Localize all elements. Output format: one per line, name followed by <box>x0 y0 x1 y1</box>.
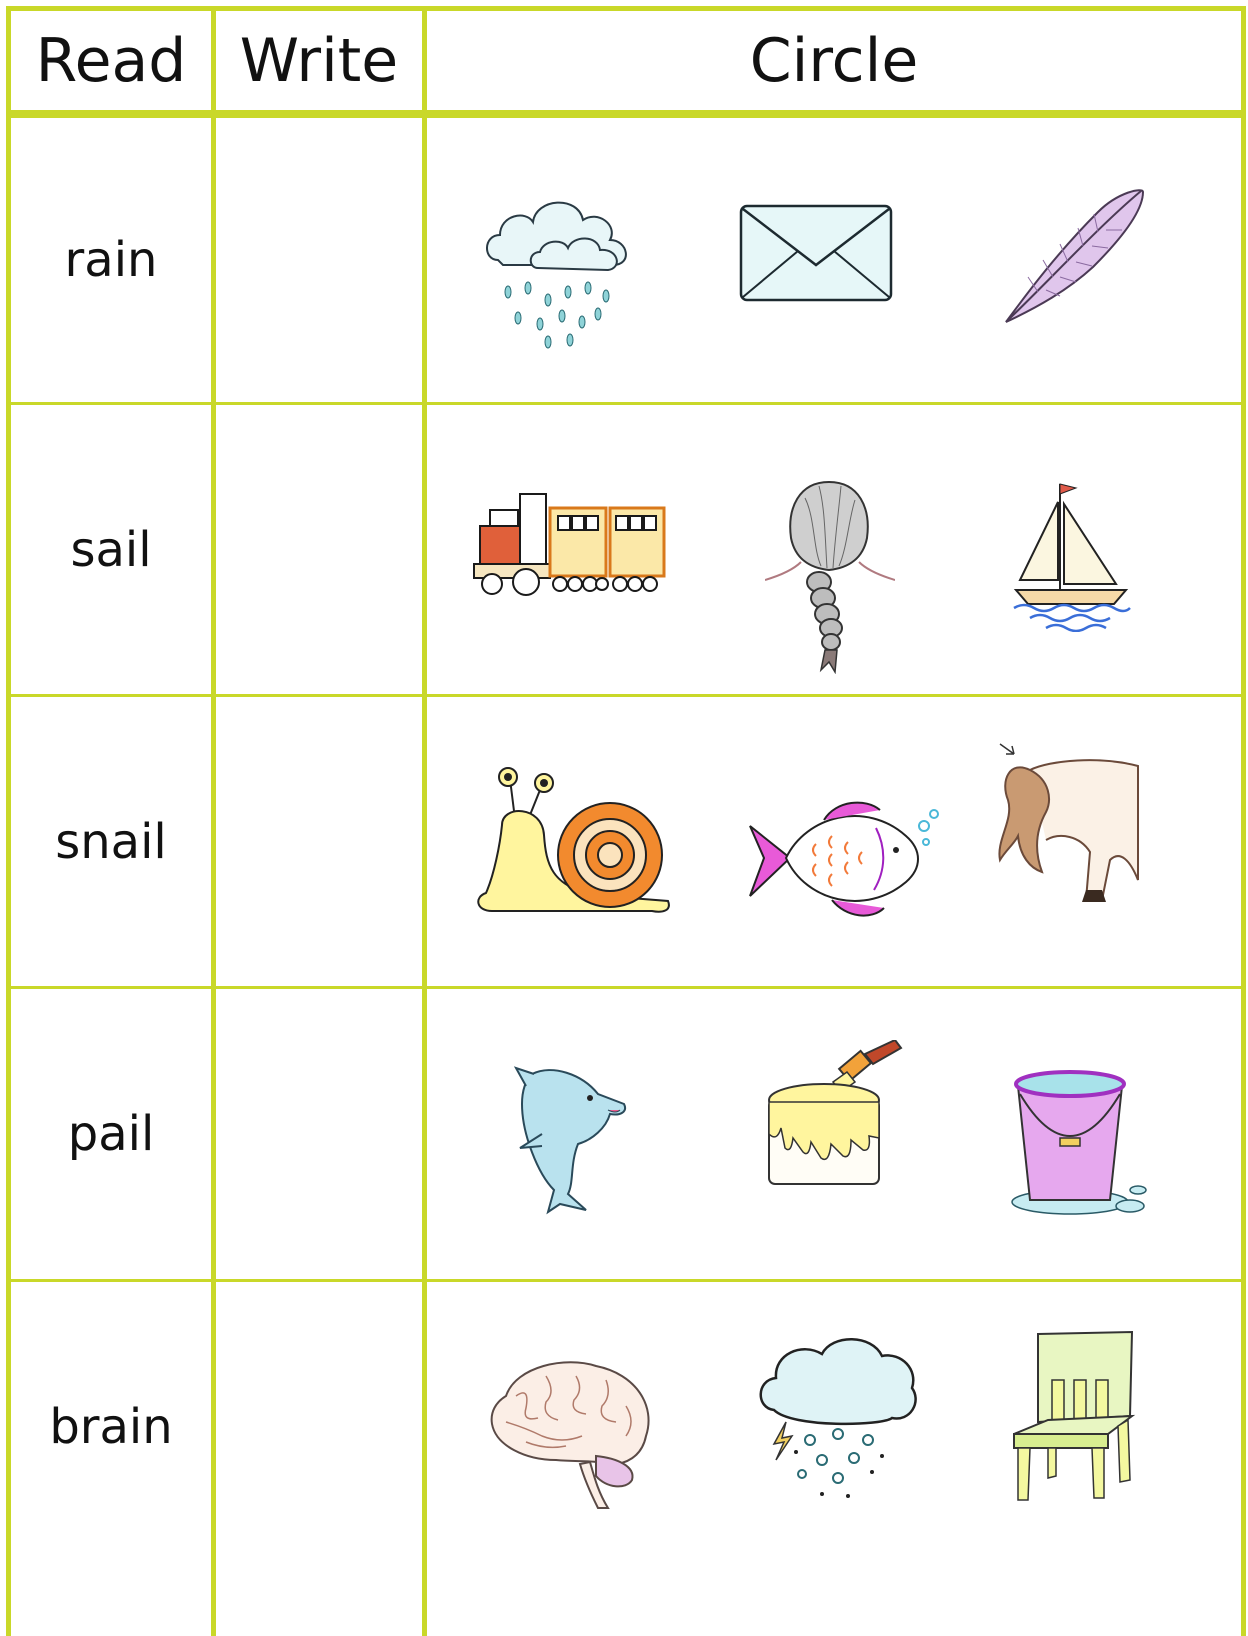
write-cell-sail[interactable] <box>216 405 422 694</box>
rain-cloud-icon[interactable] <box>478 190 658 360</box>
chair-icon[interactable] <box>1008 1330 1136 1506</box>
train-icon[interactable] <box>470 488 668 600</box>
write-cell-snail[interactable] <box>216 697 422 986</box>
grid-outer-right <box>1241 6 1246 1636</box>
pail-icon[interactable] <box>1006 1068 1150 1220</box>
feather-icon[interactable] <box>998 182 1148 328</box>
horse-tail-icon[interactable] <box>990 740 1140 906</box>
paint-can-icon[interactable] <box>755 1040 905 1190</box>
read-word-snail: snail <box>55 813 167 870</box>
write-cell-pail[interactable] <box>216 989 422 1279</box>
brain-icon[interactable] <box>486 1356 656 1510</box>
braid-icon[interactable] <box>765 478 895 674</box>
sailboat-icon[interactable] <box>1010 480 1132 632</box>
header-circle: Circle <box>749 25 919 96</box>
dolphin-icon[interactable] <box>512 1064 628 1216</box>
write-cell-brain[interactable] <box>216 1282 422 1636</box>
snail-icon[interactable] <box>472 765 676 915</box>
grid-column-divider <box>422 6 427 1636</box>
read-word-pail: pail <box>67 1106 155 1162</box>
read-word-sail: sail <box>70 521 152 578</box>
write-cell-rain[interactable] <box>216 118 422 402</box>
grid-header-bottom <box>6 110 1244 118</box>
envelope-icon[interactable] <box>738 203 894 303</box>
hail-cloud-icon[interactable] <box>752 1330 922 1504</box>
header-read: Read <box>35 25 187 96</box>
fish-icon[interactable] <box>746 796 940 920</box>
header-write: Write <box>239 25 399 96</box>
read-word-rain: rain <box>64 232 158 288</box>
read-word-brain: brain <box>49 1399 173 1455</box>
